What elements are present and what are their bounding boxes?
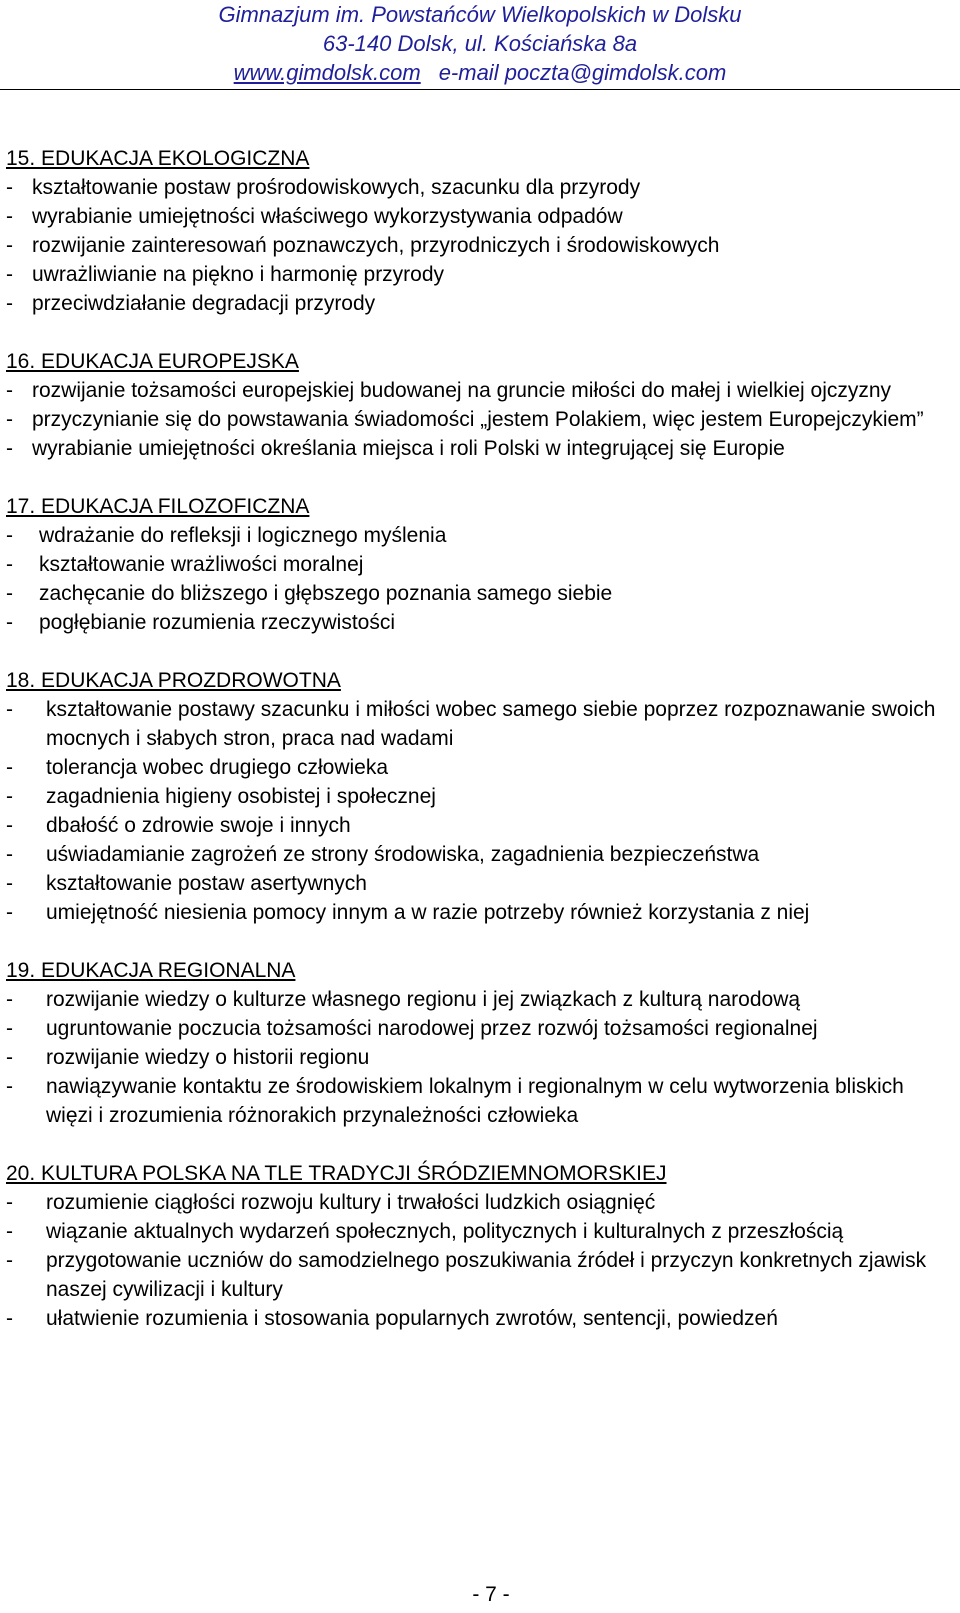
list-item-text: wdrażanie do refleksji i logicznego myślenia (39, 524, 447, 547)
list-item (6, 1043, 956, 1072)
list-item-text: ugruntowanie poczucia tożsamości narodowej przez rozwój tożsamości regionalnej (46, 1017, 818, 1040)
list-item (6, 753, 956, 782)
page-footer (0, 1580, 960, 1609)
list-item-text: ułatwienie rozumienia i stosowania popularnych zwrotów, sentencji, powiedzeń (46, 1307, 778, 1330)
list-item-text: rozumienie ciągłości rozwoju kultury i trwałości ludzkich osiągnięć (46, 1191, 656, 1214)
list-item-text: rozwijanie wiedzy o kulturze własnego regionu i jej związkach z kulturą narodową (46, 988, 801, 1011)
bullet-dash: - (6, 988, 13, 1011)
section-title: 16. EDUKACJA EUROPEJSKA (6, 350, 299, 373)
bullet-dash: - (6, 814, 13, 837)
bullet-dash: - (6, 408, 13, 431)
section-16 (6, 347, 956, 463)
bullet-dash: - (6, 263, 13, 286)
list-item-text: tolerancja wobec drugiego człowieka (46, 756, 389, 779)
list-item-text: rozwijanie tożsamości europejskiej budowanej na gruncie miłości do małej i wielkiej ojczyzny (32, 379, 892, 402)
list-item (6, 695, 956, 753)
list-item-text: przeciwdziałanie degradacji przyrody (32, 292, 376, 315)
list-item (6, 608, 956, 637)
header-divider (0, 89, 960, 90)
section-19 (6, 956, 956, 1130)
bullet-dash: - (6, 1017, 13, 1040)
list-item-text: wyrabianie umiejętności właściwego wykorzystywania odpadów (32, 205, 623, 228)
list-item (6, 869, 956, 898)
bullet-dash: - (6, 843, 13, 866)
list-item (6, 840, 956, 869)
list-item-text: zachęcanie do bliższego i głębszego poznania samego siebie (39, 582, 613, 605)
bullet-dash: - (6, 582, 13, 605)
bullet-dash: - (6, 379, 13, 402)
website-link[interactable]: www.gimdolsk.com (233, 60, 421, 85)
list-item-text: kształtowanie postaw asertywnych (46, 872, 367, 895)
list-item-text: dbałość o zdrowie swoje i innych (46, 814, 351, 837)
list-item (6, 405, 956, 434)
page-header (0, 0, 960, 87)
bullet-dash: - (6, 872, 13, 895)
list-item (6, 521, 956, 550)
list-item (6, 579, 956, 608)
list-item (6, 811, 956, 840)
list-item-text: wiązanie aktualnych wydarzeń społecznych, politycznych i kulturalnych z przeszłością (46, 1220, 844, 1243)
bullet-dash: - (6, 176, 13, 199)
list-item (6, 1072, 956, 1130)
list-item-text: kształtowanie postaw prośrodowiskowych, szacunku dla przyrody (32, 176, 641, 199)
bullet-dash: - (6, 756, 13, 779)
list-item (6, 260, 956, 289)
list-item (6, 434, 956, 463)
list-item (6, 550, 956, 579)
bullet-dash: - (6, 1046, 13, 1069)
bullet-dash: - (6, 1075, 13, 1098)
bullet-dash: - (6, 785, 13, 808)
bullet-dash: - (6, 611, 13, 634)
bullet-dash: - (6, 1220, 13, 1243)
list-item-text: rozwijanie wiedzy o historii regionu (46, 1046, 370, 1069)
bullet-dash: - (6, 437, 13, 460)
list-item (6, 1217, 956, 1246)
list-item-text: uwrażliwianie na piękno i harmonię przyrody (32, 263, 445, 286)
section-title: 20. KULTURA POLSKA NA TLE TRADYCJI ŚRÓDZIEMNOMORSKIEJ (6, 1162, 667, 1185)
bullet-dash: - (6, 524, 13, 547)
list-item-text: kształtowanie postawy szacunku i miłości wobec samego siebie poprzez rozpoznawanie swoich mocnych i słabych stron, praca nad wadami (46, 698, 936, 750)
section-title: 18. EDUKACJA PROZDROWOTNA (6, 669, 341, 692)
list-item (6, 782, 956, 811)
list-item-text: przyczynianie się do powstawania świadomości „jestem Polakiem, więc jestem Europejczykiem” (32, 408, 924, 431)
list-item (6, 985, 956, 1014)
list-item-text: umiejętność niesienia pomocy innym a w razie potrzeby również korzystania z niej (46, 901, 810, 924)
list-item (6, 1304, 956, 1333)
school-name: Gimnazjum im. Powstańców Wielkopolskich w Dolsku (218, 2, 742, 27)
bullet-dash: - (6, 205, 13, 228)
section-17 (6, 492, 956, 637)
list-item (6, 1246, 956, 1304)
list-item-text: pogłębianie rozumienia rzeczywistości (39, 611, 395, 634)
list-item-text: wyrabianie umiejętności określania miejsca i roli Polski w integrującej się Europie (32, 437, 785, 460)
section-title: 15. EDUKACJA EKOLOGICZNA (6, 147, 310, 170)
list-item (6, 376, 956, 405)
bullet-dash: - (6, 698, 13, 721)
list-item-text: rozwijanie zainteresowań poznawczych, przyrodniczych i środowiskowych (32, 234, 720, 257)
list-item (6, 1188, 956, 1217)
page-number: - 7 - (472, 1583, 510, 1606)
document-body (6, 144, 956, 1362)
list-item (6, 231, 956, 260)
list-item (6, 173, 956, 202)
bullet-dash: - (6, 1307, 13, 1330)
list-item (6, 289, 956, 318)
bullet-dash: - (6, 292, 13, 315)
list-item (6, 1014, 956, 1043)
list-item (6, 202, 956, 231)
section-title: 17. EDUKACJA FILOZOFICZNA (6, 495, 310, 518)
list-item-text: przygotowanie uczniów do samodzielnego poszukiwania źródeł i przyczyn konkretnych zjawisk naszej cywilizacji i kultury (46, 1249, 927, 1301)
email-text: e-mail poczta@gimdolsk.com (438, 60, 727, 85)
section-18 (6, 666, 956, 927)
bullet-dash: - (6, 1191, 13, 1214)
bullet-dash: - (6, 901, 13, 924)
list-item-text: nawiązywanie kontaktu ze środowiskiem lokalnym i regionalnym w celu wytworzenia bliskich więzi i zrozumienia różnorakich przynależności człowieka (46, 1075, 904, 1127)
list-item (6, 898, 956, 927)
school-address: 63-140 Dolsk, ul. Kościańska 8a (322, 31, 638, 56)
bullet-dash: - (6, 1249, 13, 1272)
list-item-text: kształtowanie wrażliwości moralnej (39, 553, 364, 576)
list-item-text: uświadamianie zagrożeń ze strony środowiska, zagadnienia bezpieczeństwa (46, 843, 760, 866)
section-20 (6, 1159, 956, 1333)
bullet-dash: - (6, 234, 13, 257)
contact-line (0, 58, 960, 87)
list-item-text: zagadnienia higieny osobistej i społecznej (46, 785, 436, 808)
bullet-dash: - (6, 553, 13, 576)
section-15 (6, 144, 956, 318)
section-title: 19. EDUKACJA REGIONALNA (6, 959, 296, 982)
